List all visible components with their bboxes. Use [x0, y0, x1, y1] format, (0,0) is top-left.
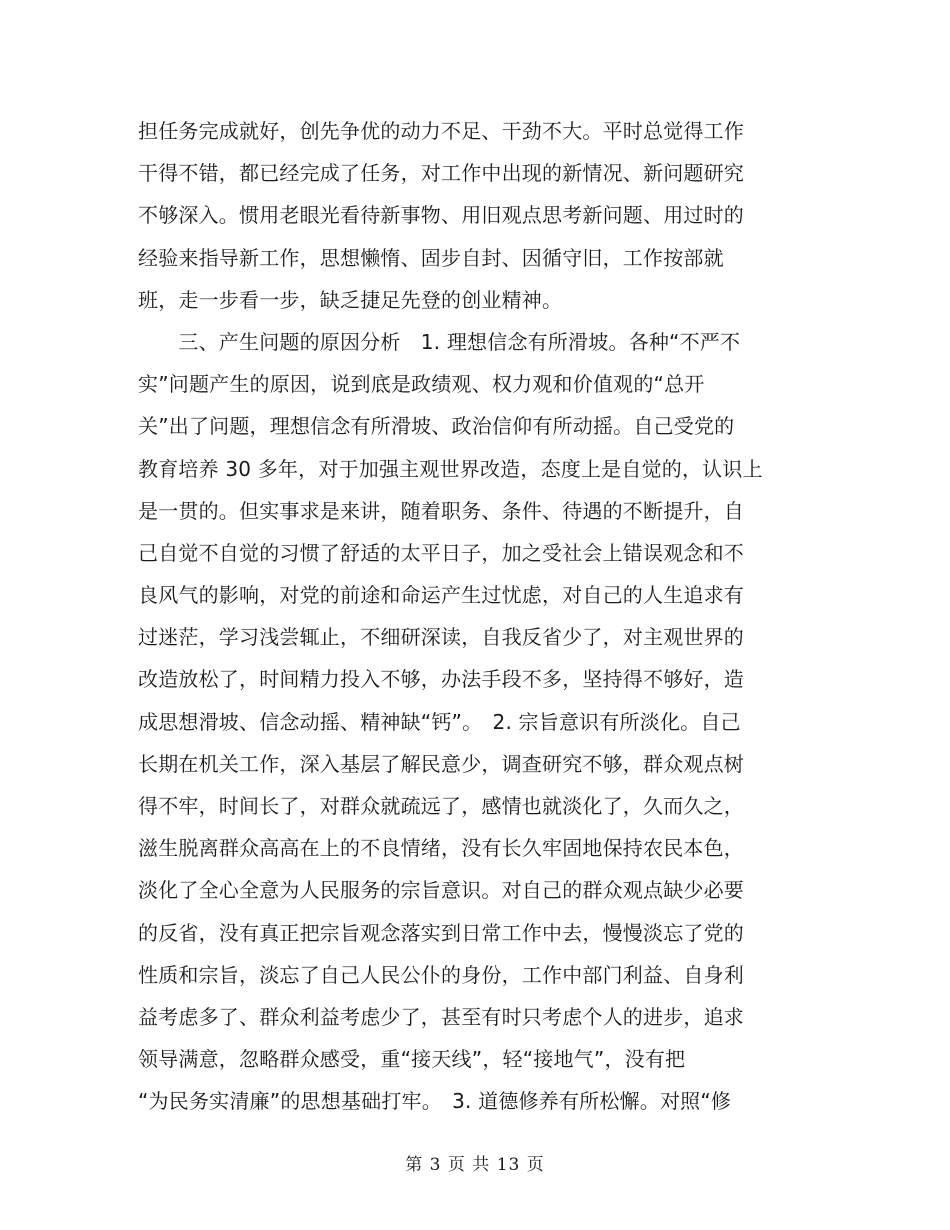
- text-line: 教育培养 30 多年，对于加强主观世界改造，态度上是自觉的，认识上: [138, 456, 763, 481]
- page-number-footer: 第 3 页 共 13 页: [405, 1155, 545, 1175]
- text-line: 经验来指导新工作，思想懒惰、固步自封、因循守旧，工作按部就: [138, 245, 724, 270]
- text-line: 担任务完成就好，创先争优的动力不足、干劲不大。平时总觉得工作: [138, 119, 744, 143]
- text-line: 己自觉不自觉的习惯了舒适的太平日子，加之受社会上错误观念和不: [138, 540, 744, 565]
- text-line: 滋生脱离群众高高在上的不良情绪，没有长久牢固地保持农民本色，: [138, 836, 744, 861]
- text-line: 过迷茫，学习浅尝辄止，不细研深读，自我反省少了，对主观世界的: [138, 625, 744, 650]
- text-line: 淡化了全心全意为人民服务的宗旨意识。对自己的群众观点缺少必要: [138, 878, 744, 903]
- text-line: 班，走一步看一步，缺乏捷足先登的创业精神。: [138, 287, 563, 312]
- text-line: 得不牢，时间长了，对群众就疏远了，感情也就淡化了，久而久之，: [138, 794, 744, 818]
- body-text: [138, 110, 788, 1123]
- text-line: 是一贯的。但实事求是来讲，随着职务、条件、待遇的不断提升，自: [138, 498, 744, 523]
- text-line: 三、产生问题的原因分析 1. 理想信念有所滑坡。各种“不严不: [138, 329, 741, 354]
- text-line: 改造放松了，时间精力投入不够，办法手段不多，坚持得不够好，造: [138, 667, 744, 692]
- text-line: 性质和宗旨，淡忘了自己人民公仆的身份，工作中部门利益、自身利: [138, 962, 744, 987]
- text-line: 不够深入。惯用老眼光看待新事物、用旧观点思考新问题、用过时的: [138, 203, 744, 228]
- text-line: 的反省，没有真正把宗旨观念落实到日常工作中去，慢慢淡忘了党的: [138, 920, 744, 945]
- text-line: 领导满意，忽略群众感受，重“接天线”，轻“接地气”，没有把: [138, 1047, 686, 1072]
- text-line: “为民务实清廉”的思想基础打牢。 3. 道德修养有所松懈。对照“修: [138, 1089, 732, 1114]
- text-line: 长期在机关工作，深入基层了解民意少，调查研究不够，群众观点树: [138, 751, 744, 776]
- text-line: 干得不错，都已经完成了任务，对工作中出现的新情况、新问题研究: [138, 161, 744, 186]
- text-line: 良风气的影响，对党的前途和命运产生过忧虑，对自己的人生追求有: [138, 583, 744, 608]
- text-line: 成思想滑坡、信念动摇、精神缺“钙”。 2. 宗旨意识有所淡化。自己: [138, 709, 741, 734]
- text-line: 关”出了问题，理想信念有所滑坡、政治信仰有所动摇。自己受党的: [138, 414, 735, 439]
- text-line: 实”问题产生的原因，说到底是政绩观、权力观和价值观的“总开: [138, 372, 705, 397]
- text-line: 益考虑多了、群众利益考虑少了，甚至有时只考虑个人的进步，追求: [138, 1004, 744, 1029]
